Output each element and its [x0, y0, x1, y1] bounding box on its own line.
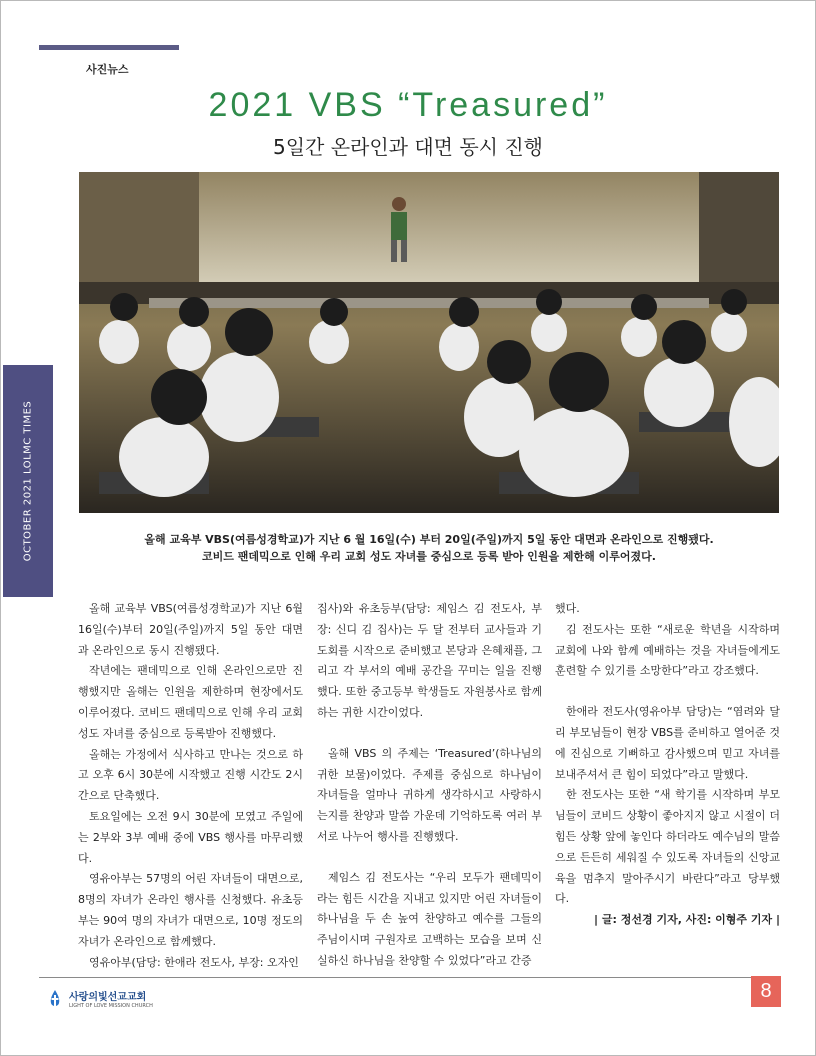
article-title: 2021 VBS “Treasured”: [208, 86, 608, 124]
article-column-2: [317, 599, 542, 972]
article-paragraph: 한 전도사는 또한 “새 학기를 시작하며 부모님들이 코비드 상황이 좋아지지 않고 시절이 더 힘든 상황 앞에 놓인다 하더라도 예수님의 말씀으로 든든히 세워질 수 있도록 자녀들의 신앙교육을 멈추지 말아주시기 바란다”라고 당부했다.: [555, 788, 780, 906]
church-logo-subtitle: LIGHT OF LOVE MISSION CHURCH: [69, 1003, 153, 1009]
church-logo-name: 사랑의빛선교교회: [69, 992, 147, 1003]
article-column-1: [78, 599, 303, 973]
article-subtitle: 5일간 온라인과 대면 동시 진행: [273, 135, 543, 159]
photo-caption-line-1: 올해 교육부 VBS(여름성경학교)가 지난 6 월 16일(수) 부터 20일(주일)까지 5일 동안 대면과 온라인으로 진행됐다.: [144, 533, 714, 546]
article-paragraph: 영유아부는 57명의 어린 자녀들이 대면으로, 8명의 자녀가 온라인 행사를 신청했다. 유초등부는 90여 명의 자녀가 대면으로, 10명 정도의 자녀가 온라인으로 함께했다.: [78, 872, 303, 948]
page-number: 8: [751, 976, 781, 1007]
article-paragraph: 한애라 전도사(영유아부 담당)는 “염려와 달리 부모님들이 현장 VBS를 준비하고 열어준 것에 진심으로 기뻐하고 감사했으며 믿고 자녀를 보내주셔서 큰 힘이 되었다”라고 말했다.: [555, 705, 780, 781]
church-logo-icon: [47, 989, 63, 1009]
section-label: 사진뉴스: [86, 63, 129, 76]
photo-caption-line-2: 코비드 팬데믹으로 인해 우리 교회 성도 자녀를 중심으로 등록 받아 인원을 제한해 이루어졌다.: [202, 550, 656, 563]
bottom-rule: [39, 977, 779, 978]
side-tab: [3, 365, 53, 597]
article-paragraph: 토요일에는 오전 9시 30분에 모였고 주일에는 2부와 3부 예배 중에 VBS 행사를 마무리했다.: [78, 809, 303, 865]
side-tab-label: OCTOBER 2021 LOLMC TIMES: [22, 400, 34, 562]
article-paragraph: 제임스 김 전도사는 “우리 모두가 팬데믹이라는 힘든 시간을 지내고 있지만 어린 자녀들이 하나님을 두 손 높여 찬양하고 예수를 그들의 주님이시며 구원자로 고백하는 모습을 보며 신실하신 하나님을 찬양할 수 있었다”라고 간증: [317, 870, 542, 967]
article-credit: | 글: 정선경 기자, 사진: 이형주 기자 |: [594, 913, 780, 927]
article-paragraph: 올해는 가정에서 식사하고 만나는 것으로 하고 오후 6시 30분에 시작했고 진행 시간도 2시간으로 단축했다.: [78, 747, 303, 803]
article-paragraph: 했다.: [555, 602, 580, 615]
paragraph-gap: [317, 848, 542, 868]
article-paragraph: 올해 교육부 VBS(여름성경학교)가 지난 6월 16일(수)부터 20일(주일)까지 5일 동안 대면과 온라인으로 동시 진행됐다.: [78, 602, 303, 657]
article-paragraph: 올해 VBS 의 주제는 ‘Treasured’(하나님의 귀한 보물)이었다. 주제를 중심으로 하나님이 자녀들을 얼마나 귀하게 생각하시고 사랑하시는지를 찬양과 말씀 가운데 기억하도록 여러 부서로 나누어 행사를 진행했다.: [317, 746, 542, 843]
top-rule: [39, 45, 179, 50]
vbs-photo: [79, 172, 779, 513]
paragraph-gap: [555, 682, 780, 702]
article-paragraph: 영유아부(담당: 한애라 전도사, 부장: 오자인: [89, 955, 299, 969]
vbs-photo-illustration: [79, 172, 779, 513]
article-paragraph: 김 전도사는 또한 “새로운 학년을 시작하며 교회에 나와 함께 예배하는 것을 자녀들에게도 훈련할 수 있기를 소망한다”라고 강조했다.: [555, 622, 780, 678]
paragraph-gap: [317, 724, 542, 744]
article-paragraph: 집사)와 유초등부(담당: 제임스 김 전도사, 부장: 신디 김 집사)는 두 달 전부터 교사들과 기도회를 시작으로 준비했고 본당과 은혜채플, 그리고 각 부서의 예배 공간을 꾸미는 일을 진행했다. 또한 중고등부 학생들도 자원봉사로 함께하는 귀한 시간이었다.: [317, 602, 542, 719]
photo-caption: [79, 531, 779, 565]
church-logo: [47, 988, 153, 1009]
article-column-3: [555, 599, 780, 931]
article-paragraph: 작년에는 팬데믹으로 인해 온라인으로만 진행했지만 올해는 인원을 제한하며 현장에서도 이루어졌다. 코비드 팬데믹으로 인해 우리 교회 성도 자녀를 중심으로 등록받아 진행했다.: [78, 664, 303, 740]
